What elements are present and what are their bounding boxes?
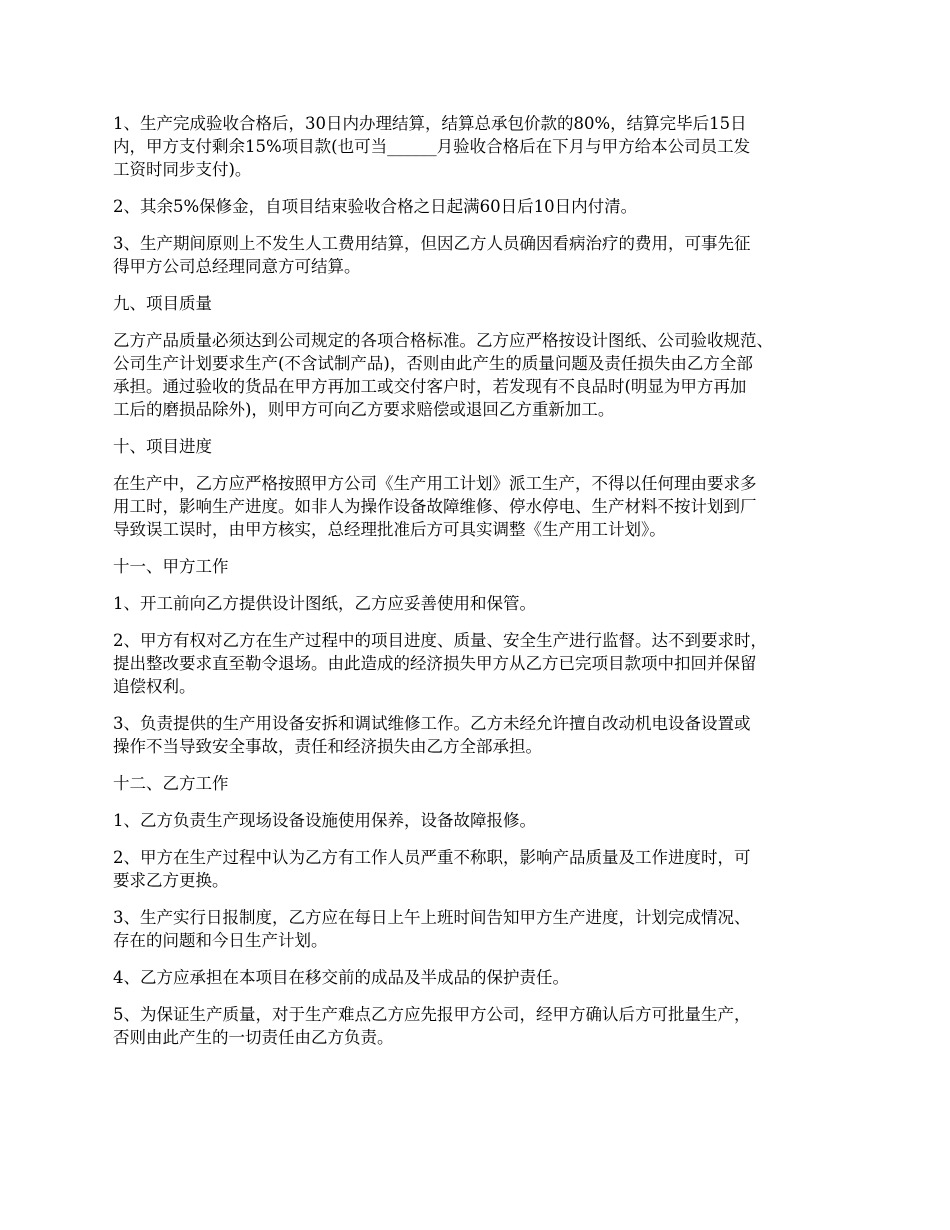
party-b-clause-4: 4、乙方应承担在本项目在移交前的成品及半成品的保护责任。 bbox=[113, 968, 569, 987]
section-heading-party-b-duties: 十二、乙方工作 bbox=[113, 774, 229, 793]
party-b-clause-2: 2、甲方在生产过程中认为乙方有工作人员严重不称职，影响产品质量及工作进度时，可 要求乙方更换。 bbox=[113, 848, 751, 890]
party-a-clause-2: 2、甲方有权对乙方在生产过程中的项目进度、质量、安全生产进行监督。达不到要求时， 提出整改要求直至勒令退场。由此造成的经济损失甲方从乙方已完项目款项中扣回并保留 追偿权利。 bbox=[113, 631, 767, 696]
party-b-clause-3: 3、生产实行日报制度，乙方应在每日上午上班时间告知甲方生产进度，计划完成情况、 存在的问题和今日生产计划。 bbox=[113, 908, 751, 950]
section-heading-progress: 十、项目进度 bbox=[113, 437, 212, 456]
party-a-clause-1: 1、开工前向乙方提供设计图纸，乙方应妥善使用和保管。 bbox=[113, 594, 536, 613]
quality-paragraph: 乙方产品质量必须达到公司规定的各项合格标准。乙方应严格按设计图纸、公司验收规范、 公司生产计划要求生产(不含试制产品)，否则由此产生的质量问题及责任损失由乙方全部 承担。通过验收的货品在甲方再加工或交付客户时，若发现有不良品时(明显为甲方再加 工后的磨损品除外)，则甲方可向乙方要求赔偿或退回乙方重新加工。 bbox=[113, 331, 773, 419]
section-heading-party-a-duties: 十一、甲方工作 bbox=[113, 557, 229, 576]
progress-paragraph: 在生产中，乙方应严格按照甲方公司《生产用工计划》派工生产，不得以任何理由要求多 用工时，影响生产进度。如非人为操作设备故障维修、停水停电、生产材料不按计划到厂 导致误工误时，由甲方核实，总经理批准后方可具实调整《生产用工计划》。 bbox=[113, 474, 757, 539]
section-heading-quality: 九、项目质量 bbox=[113, 294, 212, 313]
settlement-clause-2: 2、其余5%保修金，自项目结束验收合格之日起满60日后10日内付清。 bbox=[113, 197, 638, 216]
settlement-clause-3: 3、生产期间原则上不发生人工费用结算，但因乙方人员确因看病治疗的费用，可事先征 得甲方公司总经理同意方可结算。 bbox=[113, 234, 751, 276]
party-b-clause-5: 5、为保证生产质量，对于生产难点乙方应先报甲方公司，经甲方确认后方可批量生产， 否则由此产生的一切责任由乙方负责。 bbox=[113, 1005, 751, 1047]
document-body bbox=[113, 112, 843, 1063]
party-b-clause-1: 1、乙方负责生产现场设备设施使用保养，设备故障报修。 bbox=[113, 811, 536, 830]
settlement-clause-1: 1、生产完成验收合格后，30日内办理结算，结算总承包价款的80%，结算完毕后15日 内，甲方支付剩余15%项目款(也可当______月验收合格后在下月与甲方给本公司员工发 工资时同步支付)。 bbox=[113, 114, 751, 179]
party-a-clause-3: 3、负责提供的生产用设备安拆和调试维修工作。乙方未经允许擅自改动机电设备设置或 操作不当导致安全事故，责任和经济损失由乙方全部承担。 bbox=[113, 714, 751, 756]
